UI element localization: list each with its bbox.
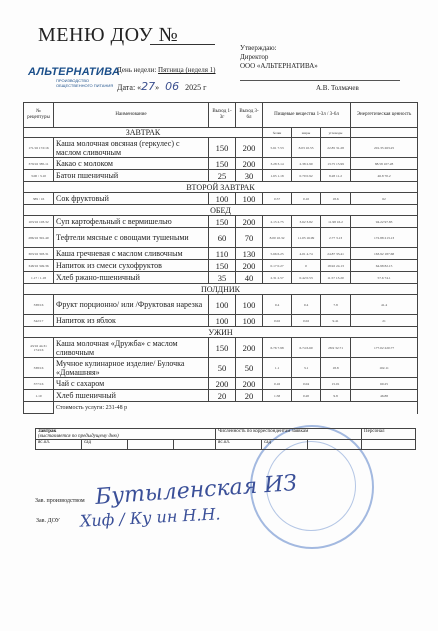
cell-blank-1 — [128, 440, 174, 450]
date-day: 27 — [141, 80, 156, 93]
protein-value: 0.4 — [263, 295, 292, 315]
energy-value: 46.8 70.2 — [351, 170, 418, 182]
recipe-code: 389 / 16 — [24, 193, 54, 205]
recipe-code: 303/16 303.31 — [24, 248, 54, 260]
recipe-code: 342/17 — [24, 315, 54, 327]
fat-value: 0.10 — [292, 193, 321, 205]
output-1-3: 20 — [209, 390, 236, 402]
approve-line-1: Утверждаю: — [240, 44, 277, 52]
section-title: УЖИН — [24, 327, 418, 338]
protein-value: 1.65 1.18 — [263, 170, 292, 182]
fat-value: 4.01 4.74 — [292, 248, 321, 260]
carbs-value: 18.8 — [321, 358, 351, 378]
output-3-6: 50 — [236, 358, 263, 378]
menu-row — [24, 170, 418, 182]
section-title: ВТОРОЙ ЗАВТРАК — [24, 182, 418, 193]
approve-signature-line — [240, 80, 400, 81]
col-name: Наименование — [54, 103, 209, 128]
staff-header: Персонал — [362, 429, 416, 440]
output-1-3: 35 — [209, 272, 236, 284]
output-3-6: 40 — [236, 272, 263, 284]
output-1-3: 150 — [209, 216, 236, 228]
menu-row — [24, 390, 418, 402]
output-1-3: 50 — [209, 358, 236, 378]
menu-row — [24, 338, 418, 358]
section-header — [24, 284, 418, 295]
output-1-3: 100 — [209, 315, 236, 327]
fat-value: 11.03 16.99 — [292, 228, 321, 248]
fat-value: 0.02 — [292, 315, 321, 327]
col-fat: жиры — [292, 128, 321, 138]
headcount-table — [35, 428, 416, 450]
carbs-value: 24.87 33.41 — [321, 248, 351, 260]
recipe-code: 338/16 — [24, 358, 54, 378]
head-line — [36, 518, 60, 524]
protein-value: 1.58 — [263, 390, 292, 402]
cell-nursery-2: яс.ол. — [216, 440, 262, 450]
energy-value: 41.4 — [351, 295, 418, 315]
dish-name: Батон пшеничный — [54, 170, 209, 182]
recipe-code: 377/16 — [24, 378, 54, 390]
day-label: День недели: — [117, 66, 157, 74]
output-3-6: 200 — [236, 378, 263, 390]
output-3-6: 70 — [236, 228, 263, 248]
approval-block — [240, 44, 405, 92]
approve-line-2: Директор — [240, 53, 269, 61]
carbs-value: 22.85 31.28 — [321, 138, 351, 158]
output-3-6: 100 — [236, 315, 263, 327]
fat-value: 0.70 0.92 — [292, 170, 321, 182]
recipe-code: 1.17 / 1.18 — [24, 272, 54, 284]
col-nutrients: Пищевые вещества 1-3л / 3-6л — [263, 103, 351, 128]
recipe-code: 103/16 103.32 — [24, 216, 54, 228]
section-title: ПОЛДНИК — [24, 284, 418, 295]
fat-value: 0 — [292, 260, 321, 272]
protein-value: 8.00 10.32 — [263, 228, 292, 248]
col-out2: Выход 3-6л — [236, 103, 263, 128]
cell-garden-1: сад — [82, 440, 128, 450]
section-header — [24, 182, 418, 193]
logo-tagline: ПРОИЗВОДСТВО ОБЩЕСТВЕННОГО ПИТАНИЯ — [56, 78, 114, 88]
menu-row — [24, 315, 418, 327]
protein-value: 6.76 7.98 — [263, 338, 292, 358]
energy-value: 177.02 220.77 — [351, 338, 418, 358]
section-header — [24, 327, 418, 338]
col-out1: Выход 1-3г — [209, 103, 236, 128]
menu-row — [24, 358, 418, 378]
menu-row — [24, 378, 418, 390]
title-blank-line — [150, 44, 215, 45]
headcount-header: Численность по корреспондентам заявкам — [216, 429, 362, 440]
cell-nursery-1: яс.ол. — [36, 440, 82, 450]
col-code: № рецептуры — [24, 103, 54, 128]
fat-value: 0.20 — [292, 390, 321, 402]
energy-value: 60.25 — [351, 378, 418, 390]
fat-value: 3.1 — [292, 358, 321, 378]
output-3-6: 100 — [236, 193, 263, 205]
output-3-6: 200 — [236, 338, 263, 358]
date-month: 06 — [165, 80, 180, 93]
producer-label: Зав. производством — [35, 498, 85, 504]
protein-value: 0.57 — [263, 193, 292, 205]
output-3-6: 100 — [236, 295, 263, 315]
menu-row — [24, 138, 418, 158]
carbs-value: 15.01 — [321, 378, 351, 390]
dish-name: Фрукт порционно/ или /Фруктовая нарезка — [54, 295, 209, 315]
energy-value: 94.22 97.83 — [351, 216, 418, 228]
recipe-code: 338/16 — [24, 295, 54, 315]
output-1-3: 150 — [209, 338, 236, 358]
menu-body — [24, 128, 418, 414]
cell-blank-2 — [174, 440, 216, 450]
protein-value: 5.61 7.53 — [263, 138, 292, 158]
menu-row — [24, 193, 418, 205]
approve-line-3: ООО «АЛЬТЕРНАТИВА» — [240, 62, 318, 70]
energy-value: 201.35 263.25 — [351, 138, 418, 158]
output-3-6: 200 — [236, 216, 263, 228]
output-1-3: 25 — [209, 170, 236, 182]
menu-row — [24, 272, 418, 284]
carbs-value: 18.92 24.13 — [321, 260, 351, 272]
energy-value: 88.58 107.28 — [351, 158, 418, 170]
output-1-3: 150 — [209, 158, 236, 170]
section-title: ОБЕД — [24, 205, 418, 216]
breakfast-header: Завтрак (выставляется по предыдущему дню) — [36, 429, 216, 440]
energy-value: 21 — [351, 315, 418, 327]
head-signature: Хиф / Ку ин Н.Н. — [79, 504, 221, 531]
col-energy-blank — [351, 128, 418, 138]
fat-value: 3.62 3.82 — [292, 216, 321, 228]
menu-row — [24, 158, 418, 170]
dish-name: Тефтели мясные с овощами тушеными — [54, 228, 209, 248]
page-title: МЕНЮ ДОУ № — [38, 24, 179, 46]
dish-name: Чай с сахаром — [54, 378, 209, 390]
day-value: Пятница (неделя 1) — [158, 66, 216, 74]
output-1-3: 100 — [209, 193, 236, 205]
logo-text: АЛЬТЕРНАТИВА — [28, 66, 121, 78]
producer-signature: Бутыленская ИЗ — [94, 470, 298, 511]
menu-row — [24, 216, 418, 228]
output-1-3: 100 — [209, 295, 236, 315]
carbs-value: 13.75 15.99 — [321, 158, 351, 170]
col-energy: Энергетическая ценность — [351, 103, 418, 128]
nutrient-subheader — [24, 128, 418, 138]
protein-value: 1.1 — [263, 358, 292, 378]
menu-row — [24, 295, 418, 315]
company-logo — [28, 66, 120, 104]
recipe-code: 1.10 — [24, 390, 54, 402]
protein-value: 0.16 — [263, 378, 292, 390]
dish-name: Хлеб ржано-пшеничный — [54, 272, 209, 284]
protein-value: 2.15 2.75 — [263, 216, 292, 228]
carbs-value: 18.6 — [321, 193, 351, 205]
menu-row — [24, 248, 418, 260]
carbs-value: 7.8 — [321, 295, 351, 315]
carbs-value: 8.28 11.2 — [321, 170, 351, 182]
output-1-3: 150 — [209, 138, 236, 158]
protein-value: 0.17 0.27 — [263, 260, 292, 272]
fat-value: 0.04 — [292, 378, 321, 390]
recipe-code: 348/16 349.36 — [24, 260, 54, 272]
energy-value: 172.88 213.13 — [351, 228, 418, 248]
recipe-code: 3.00 / 3.10 — [24, 170, 54, 182]
output-3-6: 20 — [236, 390, 263, 402]
output-1-3: 110 — [209, 248, 236, 260]
dish-name: Каша гречневая с маслом сливочным — [54, 248, 209, 260]
protein-value: 0.02 — [263, 315, 292, 327]
energy-value: 163.92 187.68 — [351, 248, 418, 260]
fat-value: 0.42 0.53 — [292, 272, 321, 284]
fat-value: 6.74 6.60 — [292, 338, 321, 358]
output-1-3: 60 — [209, 228, 236, 248]
output-3-6: 30 — [236, 170, 263, 182]
cell-blank-3 — [308, 440, 362, 450]
dish-name: Хлеб пшеничный — [54, 390, 209, 402]
energy-value: 102.11 — [351, 358, 418, 378]
col-protein: белки — [263, 128, 292, 138]
energy-value: 64.98 82.15 — [351, 260, 418, 272]
energy-value: 57.6 74.1 — [351, 272, 418, 284]
dish-name: Напиток из смеси сухофруктов — [54, 260, 209, 272]
cost-blank — [24, 402, 54, 414]
day-line — [117, 66, 216, 74]
dish-name: Каша молочная овсяная (геркулес) с маслом сливочным — [54, 138, 209, 158]
menu-row — [24, 228, 418, 248]
carbs-value: 11.57 13.20 — [321, 272, 351, 284]
date-label: Дата: « — [117, 83, 142, 92]
fat-value: 8.03 10.55 — [292, 138, 321, 158]
cell-garden-2: сад — [262, 440, 308, 450]
producer-line — [35, 498, 85, 504]
section-title: ЗАВТРАК — [24, 128, 263, 138]
fat-value: 2.38 2.90 — [292, 158, 321, 170]
carbs-value: 2.77 3.13 — [321, 228, 351, 248]
protein-value: 2.31 2.57 — [263, 272, 292, 284]
service-cost: Стоимость услуги: 231-48 р — [54, 402, 418, 414]
cell-blank-4 — [362, 440, 416, 450]
recipe-code: 43/16 44.31 174/16 — [24, 338, 54, 358]
fat-value: 0.4 — [292, 295, 321, 315]
carbs-value: 11.98 16.2 — [321, 216, 351, 228]
col-carbs: углеводы — [321, 128, 351, 138]
protein-value: 5.66 6.25 — [263, 248, 292, 260]
protein-value: 3.28 3.14 — [263, 158, 292, 170]
carbs-value: 9.8 — [321, 390, 351, 402]
output-3-6: 200 — [236, 158, 263, 170]
carbs-value: 28.9 32.71 — [321, 338, 351, 358]
dish-name: Какао с молоком — [54, 158, 209, 170]
recipe-code: 379/16 385.11 — [24, 158, 54, 170]
dish-name: Мучное кулинарное изделие/ Булочка «Домашняя» — [54, 358, 209, 378]
output-1-3: 200 — [209, 378, 236, 390]
output-3-6: 130 — [236, 248, 263, 260]
recipe-code: 286/16 391.40 — [24, 228, 54, 248]
menu-row — [24, 260, 418, 272]
carbs-value: 9.41 — [321, 315, 351, 327]
energy-value: 62 — [351, 193, 418, 205]
recipe-code: 171/16 172/16 — [24, 138, 54, 158]
dish-name: Суп картофельный с вермишелью — [54, 216, 209, 228]
date-line: Дата: «27» 06 2025 г — [117, 80, 207, 93]
date-year: 2025 г — [185, 83, 207, 92]
output-1-3: 150 — [209, 260, 236, 272]
section-header — [24, 205, 418, 216]
approve-name: А.В. Толмачев — [316, 84, 359, 92]
menu-table — [23, 102, 418, 414]
dish-name: Сок фруктовый — [54, 193, 209, 205]
cost-row — [24, 402, 418, 414]
dish-name: Напиток из яблок — [54, 315, 209, 327]
output-3-6: 200 — [236, 138, 263, 158]
dish-name: Каша молочная «Дружба» с маслом сливочным — [54, 338, 209, 358]
energy-value: 46.88 — [351, 390, 418, 402]
output-3-6: 200 — [236, 260, 263, 272]
head-label: Зав. ДОУ — [36, 518, 60, 524]
